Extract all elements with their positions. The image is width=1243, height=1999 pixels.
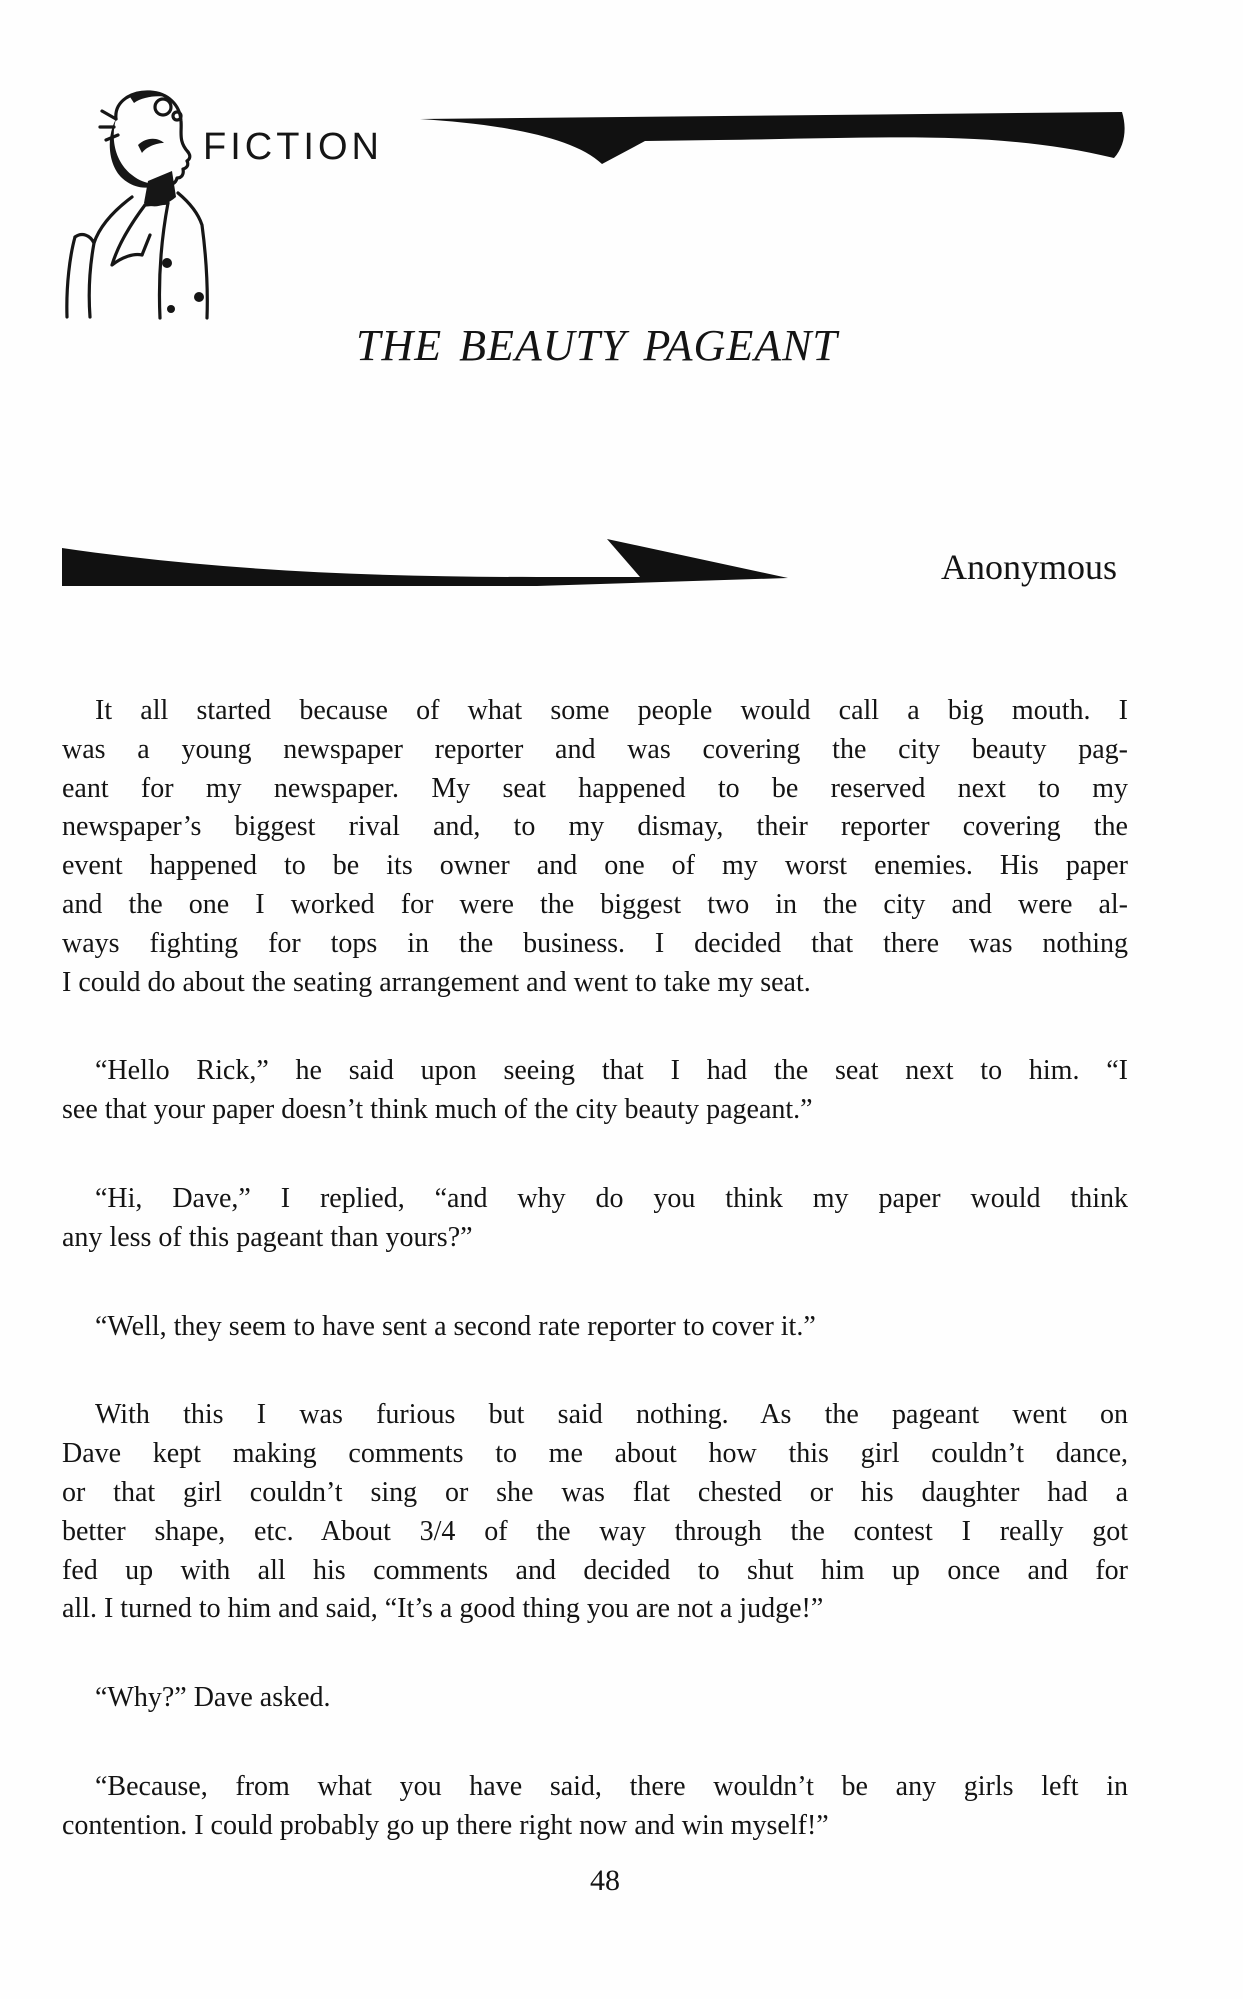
text-line: Dave kept making comments to me about how this girl couldn’t dance, (62, 1438, 1128, 1470)
section-label: FICTION (203, 126, 383, 168)
page-number: 48 (590, 1864, 620, 1897)
text-line: “Why?” Dave asked. (95, 1682, 331, 1714)
text-line: With this I was furious but said nothing. As the pageant went on (95, 1399, 1128, 1431)
paragraph (62, 1679, 1128, 1718)
left-swoosh-icon (418, 106, 1128, 168)
paragraph (62, 1768, 1128, 1846)
woman-illustration (50, 85, 220, 320)
right-swoosh-icon (57, 536, 792, 598)
paragraph (62, 692, 1128, 1002)
text-line: “Hello Rick,” he said upon seeing that I had the seat next to him. “I (95, 1055, 1128, 1087)
text-line: see that your paper doesn’t think much of the city beauty pageant.” (62, 1094, 813, 1126)
text-line: It all started because of what some people would call a big mouth. I (95, 695, 1128, 726)
body-text (62, 692, 1128, 1846)
text-line: and the one I worked for were the biggest two in the city and were al- (62, 888, 1128, 920)
text-line: fed up with all his comments and decided to shut him up once and for (62, 1554, 1128, 1586)
paragraph (62, 1308, 1128, 1347)
text-line: all. I turned to him and said, “It’s a good thing you are not a judge!” (62, 1593, 824, 1625)
text-line: was a young newspaper reporter and was covering the city beauty pag- (62, 733, 1128, 765)
text-line: contention. I could probably go up there right now and win myself!” (62, 1809, 829, 1841)
text-line: newspaper’s biggest rival and, to my dismay, their reporter covering the (62, 811, 1128, 843)
paragraph (62, 1396, 1128, 1629)
text-line: “Hi, Dave,” I replied, “and why do you think my paper would think (95, 1182, 1128, 1214)
text-line: any less of this pageant than yours?” (62, 1221, 473, 1253)
author-byline: Anonymous (940, 547, 1117, 587)
text-line: “Well, they seem to have sent a second rate reporter to cover it.” (95, 1310, 816, 1342)
text-line: ways fighting for tops in the business. I decided that there was nothing (62, 927, 1128, 959)
text-line: “Because, from what you have said, there wouldn’t be any girls left in (95, 1770, 1128, 1802)
text-line: better shape, etc. About 3/4 of the way through the contest I really got (62, 1515, 1128, 1547)
paragraph (62, 1052, 1128, 1130)
story-title: THE BEAUTY PAGEANT (356, 321, 838, 370)
text-line: eant for my newspaper. My seat happened to be reserved next to my (62, 772, 1128, 804)
paragraph (62, 1180, 1128, 1258)
text-line: I could do about the seating arrangement and went to take my seat. (62, 966, 811, 998)
text-line: or that girl couldn’t sing or she was flat chested or his daughter had a (62, 1476, 1128, 1508)
text-line: event happened to be its owner and one of my worst enemies. His paper (62, 850, 1128, 882)
